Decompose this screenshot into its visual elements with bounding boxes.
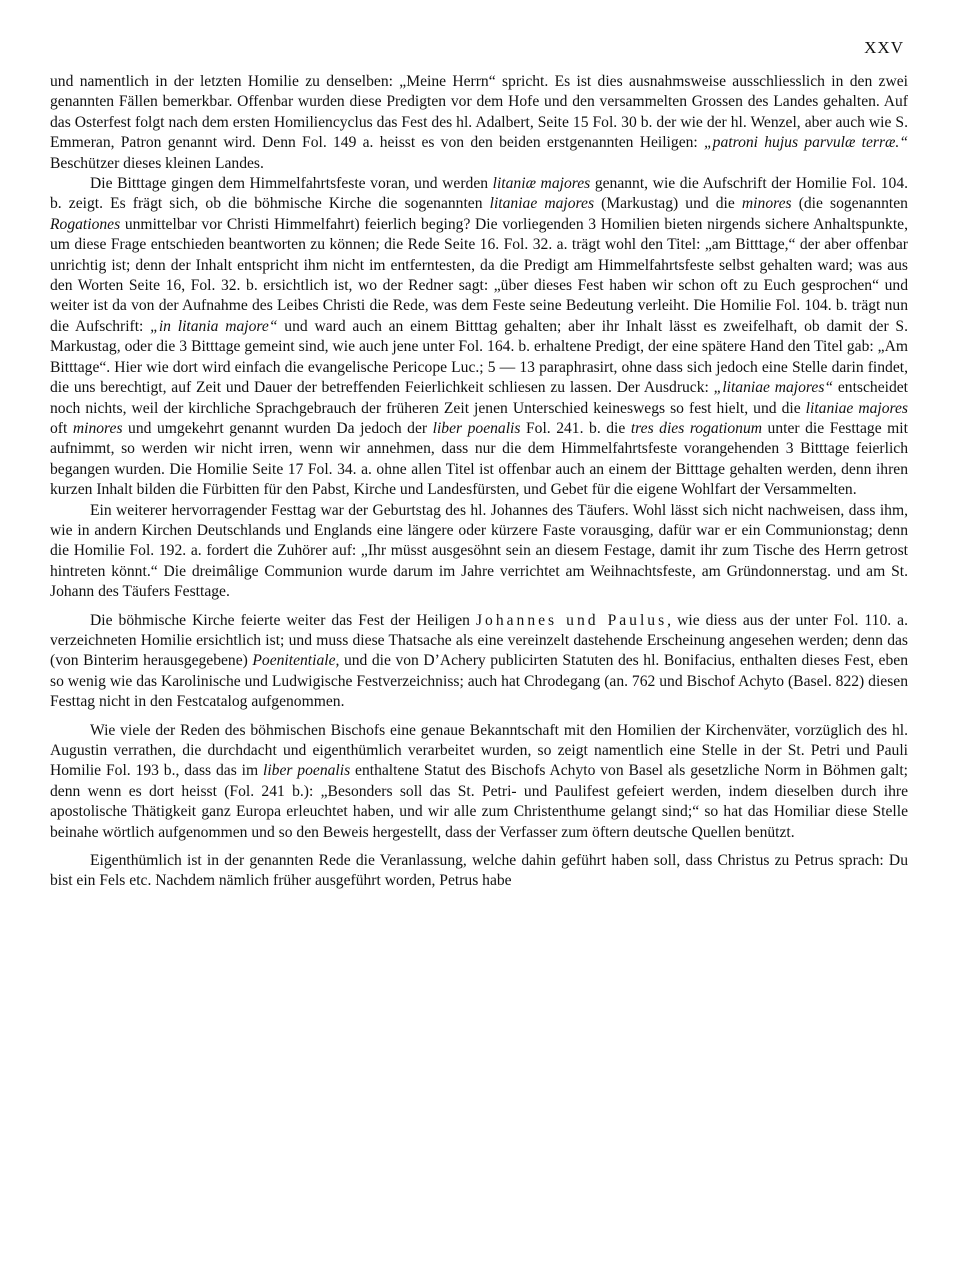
italic-text: liber poenalis (432, 419, 521, 437)
text-run: oft (50, 419, 73, 437)
text-run: und die von D’Achery publicirten Statuten des hl. Bonifacius, enthalten dieses Fest, eben so wenig wie das Karolinische und Ludwigische Festverzeichniss; auch hat Chrodegang (an. 762 und Bischof Achyto (Basel. 822) diesen Festtag nicht in den Festcatalog aufgenommen. (50, 652, 908, 711)
italic-text: Rogationes (50, 215, 121, 233)
text-run: (die sogenannten (791, 195, 908, 213)
paragraph (50, 72, 908, 174)
page-number: XXV (864, 38, 904, 57)
italic-text: litaniae majores (489, 195, 595, 213)
italic-text: liber poenalis (262, 762, 351, 780)
body-text (50, 72, 908, 892)
spaced-text: Johannes und Paulus (475, 611, 668, 629)
italic-text: minores (72, 419, 123, 437)
text-run: und ward auch an einem Bitttag gehalten; aber ihr Inhalt lässt es zweifelhaft, ob damit der S. Markustag, oder die 3 Bitttage gemeint sind, wie auch jene unter Fol. 164. b. erhaltene Predigt, der eine spätere Hand den Titel gab: „Am Bitttage“. Hier wie dort wird einfach die evangelische Pericope Luc.; 5 — 13 paraphrasirt, ohne dass sich jedoch eine Stelle darin findet, die uns berechtigt, auf Zeit und Dauer der betreffenden Feierlichkeit schliesen zu lassen. Der Ausdruck: (50, 317, 909, 397)
text-run: Die böhmische Kirche feierte weiter das Fest der Heiligen (90, 611, 476, 629)
italic-text: „in litania majore“ (150, 317, 278, 335)
text-run: (Markustag) und die (594, 195, 742, 213)
italic-text: „litaniae majores“ (713, 379, 834, 397)
text-run: genannt, wie die Aufschrift der Homilie Fol. 104. b. zeigt. Es frägt sich, ob die böhmische Kirche die sogenannten (50, 175, 909, 213)
paragraph (50, 611, 908, 713)
text-run: Ein weiterer hervorragender Festtag war der Geburtstag des hl. Johannes des Täufers. Wohl lässt sich nicht nachweisen, dass ihm, wie in andern Kirchen Deutschlands und Englands eine längere oder kürzere Faste vorausging, dafür war er ein Communionstag; denn die Homilie Fol. 192. a. fordert die Zuhörer auf: „Ihr müsst ausgesöhnt sein an diesem Festage, damit ihr zum Tische des Herrn getrost hintreten könnt.“ Die dreimâlige Communion wurde darum im Jahre verrichtet am Weihnachtsfeste, am Gründonnerstag. und am St. Johann des Täufers Festtage. (50, 501, 908, 601)
italic-text: litaniæ majores (492, 175, 591, 193)
italic-text: litaniae majores (805, 399, 908, 417)
text-run: und namentlich in der letzten Homilie zu denselben: „Meine Herrn“ spricht. Es ist dies ausnahmsweise ausschliesslich in den zwei genannten Fällen bemerkbar. Offenbar wurden diese Predigten vor dem Hofe und den versammelten Grossen des Landes gehalten. Auf das Osterfest folgt nach dem ersten Homiliencyclus das Fest des hl. Adalbert, Seite 15 Fol. 30 b. der wie der hl. Wenzel, aber auch wie S. Emmeran, Patron genannt wird. Denn Fol. 149 a. heisst es von den beiden erstgenannten Heiligen: (50, 73, 908, 152)
text-run: unmittelbar vor Christi Himmelfahrt) feierlich beging? Die vorliegenden 3 Homilien bieten nirgends sichere Anhaltspunkte, um diese Frage entschieden beantworten zu können; die Rede Seite 16. Fol. 32. a. trägt wohl den Titel: „am Bitttage,“ der aber offenbar unrichtig ist; denn der Inhalt entspricht ihm nicht im entferntesten, da die Predigt am Himmelfahrtsfeste selbst gehalten ward; was aus den Worten Seite 16, Fol. 32. b. ersichtlich ist, wo der Redner sagt: „über dieses Fest haben wir schon oft zu Euch gesprochen“ und weiter ist da von der Aufnahme des Leibes Christi die Rede, was dem Feste seine Bedeutung verleiht. Die Homilie Fol. 104. b. trägt nun die Aufschrift: (50, 215, 908, 335)
text-run: Eigenthümlich ist in der genannten Rede die Veranlassung, welche dahin geführt haben soll, dass Christus zu Petrus sprach: Du bist ein Fels etc. Nachdem nämlich früher ausgeführt worden, Petrus habe (50, 852, 908, 890)
text-run: enthaltene Statut des Bischofs Achyto von Basel als gesetzliche Norm in Böhmen galt; denn wenn es dort heisst (Fol. 241 b.): „Besonders soll das St. Petri- und Paulifest gefeiert werden, indem dieselben durch ihre apostolische Thätigkeit ganz Europa erleuchtet haben, und wir alle zum Christenthume gelangt sind;“ so hat das Homiliar diese Stelle beinahe wörtlich aufgenommen und so den Beweis hergestellt, dass der Verfasser zum öftern deutsche Quellen benützt. (50, 762, 909, 841)
text-run: Beschützer dieses kleinen Landes. (50, 154, 264, 172)
text-run: Fol. 241. b. die (520, 419, 631, 437)
paragraph (50, 501, 908, 603)
italic-text: „patroni hujus parvulæ terræ.“ (703, 134, 908, 152)
paragraph (50, 721, 908, 843)
text-run: und umgekehrt genannt wurden Da jedoch der (122, 419, 433, 437)
text-run: unter die Festtage mit aufnimmt, so werden wir nicht irren, wenn wir annehmen, dass nur die dem Himmelfahrtsfeste vorangehenden 3 Bitttage feierlich begangen wurden. Die Homilie Seite 17 Fol. 34. a. ohne allen Titel ist offenbar auch an einem der Bitttage gehalten werden, denn ihren kurzen Inhalt bilden die Fürbitten für den Pabst, Kirche und Landesfürsten, und Gebet für die eigene Wohlfart der Versammelten. (50, 419, 908, 499)
text-run: Die Bitttage gingen dem Himmelfahrtsfeste voran, und werden (90, 175, 493, 193)
italic-text: minores (741, 195, 792, 213)
italic-text: tres dies rogationum (630, 419, 763, 437)
italic-text: Poenitentiale, (252, 652, 340, 670)
text-run: entscheidet noch nichts, weil der kirchliche Sprachgebrauch der früheren Zeit jenen Unterschied keineswegs so fest hielt, und die (50, 379, 908, 417)
paragraph (50, 851, 908, 892)
paragraph (50, 174, 908, 501)
text-run: Wie viele der Reden des böhmischen Bischofs eine genaue Bekanntschaft mit den Homilien der Kirchenväter, vorzüglich des hl. Augustin verrathen, die durchdacht und eigenthümlich verarbeitet wurden, so zeigt namentlich eine Stelle in der St. Petri und Pauli Homilie Fol. 193 b., dass das im (50, 721, 908, 780)
text-run: , wie diess aus der unter Fol. 110. a. verzeichneten Homilie ersichtlich ist; und muss diese Thatsache als eine vereinzelt dastehende Erscheinung angesehen werden; denn das (von Binterim herausgegebene) (50, 611, 908, 670)
